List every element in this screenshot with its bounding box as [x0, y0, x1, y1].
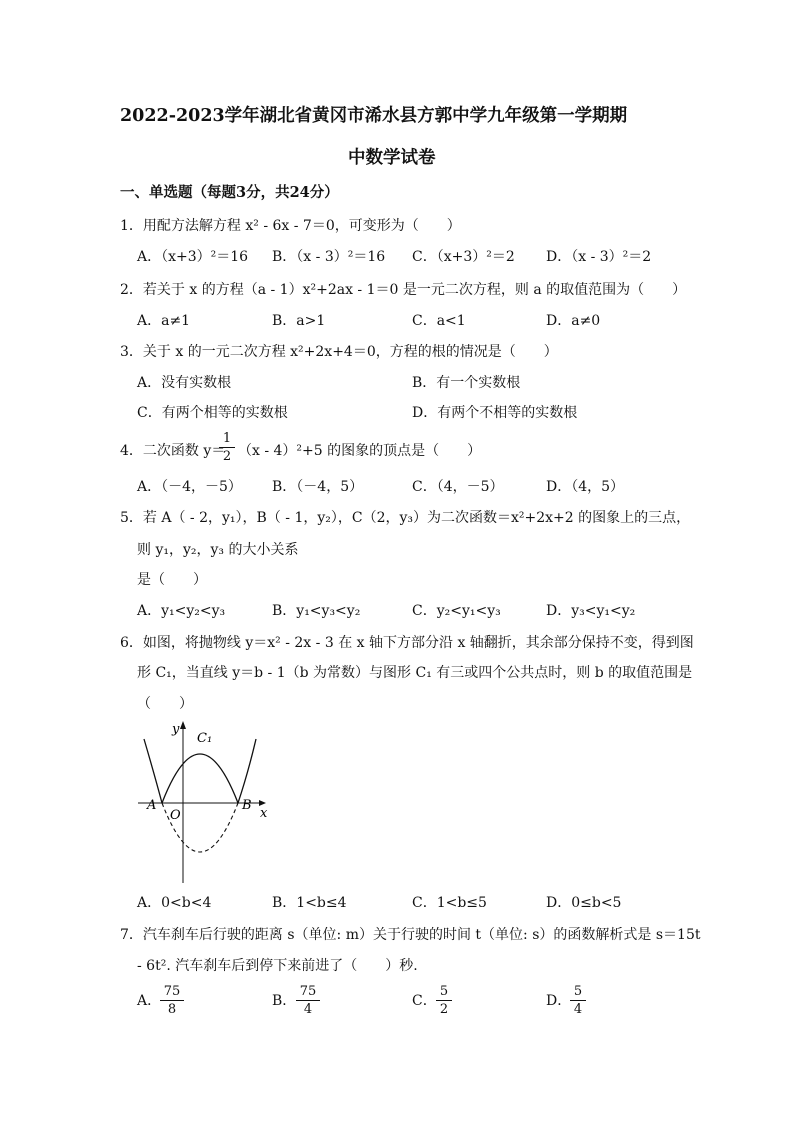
- q7-c-numerator: 5: [439, 984, 449, 999]
- q4-option-c: C．（4，－5）: [412, 479, 504, 495]
- q3-option-b: B．有一个实数根: [412, 375, 521, 391]
- q2-option-d: D．a≠0: [546, 313, 601, 329]
- question-5-line2: 则 y₁，y₂，y₃ 的大小关系: [137, 542, 299, 558]
- q4-option-d: D．（4，5）: [546, 479, 625, 495]
- q5-option-c: C．y₂<y₁<y₃: [412, 603, 501, 619]
- question-5-line1: 5．若 A（ - 2，y₁），B（ - 1，y₂），C（2，y₃）为二次函数＝x²+2x+2 的图象上的三点，: [120, 510, 691, 526]
- label-a: A: [147, 798, 157, 813]
- q6-option-d: D．0≤b<5: [546, 895, 622, 911]
- q7-b-numerator: 75: [299, 984, 317, 999]
- q7-b-denominator: 4: [303, 1002, 313, 1017]
- y-axis-arrow-icon: [180, 721, 186, 729]
- question-7-line1: 7．汽车刹车后行驶的距离 s（单位: m）关于行驶的时间 t（单位: s）的函数解析式是 s＝15t: [120, 927, 701, 943]
- q7-option-a-label: A．: [137, 993, 162, 1009]
- question-3-stem: 3．关于 x 的一元二次方程 x²+2x+4＝0，方程的根的情况是（ ）: [120, 344, 558, 360]
- question-6-line2: 形 C₁，当直线 y＝b - 1（b 为常数）与图形 C₁ 有三或四个公共点时，则 b 的取值范围是: [137, 665, 693, 681]
- section-heading: 一、单选题（每题3分，共24分）: [120, 184, 339, 201]
- question-6-line3: （ ）: [137, 696, 193, 712]
- q1-option-c: C．（x+3）²＝2: [412, 249, 515, 265]
- q7-a-denominator: 8: [167, 1002, 177, 1017]
- question-6-line1: 6．如图，将抛物线 y＝x² - 2x - 3 在 x 轴下方部分沿 x 轴翻折，其余部分保持不变，得到图: [120, 635, 694, 651]
- fraction-bar: [219, 447, 235, 448]
- page-title-line2: 中数学试卷: [348, 148, 436, 168]
- question-4-stem-pre: 4．二次函数 y＝: [120, 443, 226, 459]
- q2-option-c: C．a<1: [412, 313, 466, 329]
- q4-fraction-denominator: 2: [222, 449, 232, 464]
- q7-option-b-label: B．: [272, 993, 297, 1009]
- q4-fraction: [219, 432, 235, 463]
- question-2-stem: 2．若关于 x 的方程（a - 1）x²+2ax - 1＝0 是一元二次方程，则 a 的取值范围为（ ）: [120, 282, 687, 298]
- label-y: y: [172, 722, 180, 737]
- fraction-bar: [570, 1000, 586, 1001]
- q7-a-numerator: 75: [163, 984, 181, 999]
- parabola-flipped-arch: [162, 754, 238, 803]
- q7-option-b-fraction: [296, 985, 320, 1016]
- label-c1: C₁: [197, 731, 213, 746]
- fraction-bar: [296, 1000, 320, 1001]
- q6-option-a: A．0<b<4: [137, 895, 212, 911]
- q1-option-a: A．（x+3）²＝16: [137, 249, 249, 265]
- label-o: O: [170, 808, 181, 823]
- q4-option-a: A．（－4，－5）: [137, 479, 242, 495]
- q5-option-b: B．y₁<y₃<y₂: [272, 603, 361, 619]
- fraction-bar: [160, 1000, 184, 1001]
- q1-option-b: B．（x - 3）²＝16: [272, 249, 386, 265]
- q7-option-c-label: C．: [412, 993, 437, 1009]
- q7-d-numerator: 5: [573, 984, 583, 999]
- q2-option-a: A．a≠1: [137, 313, 191, 329]
- q7-option-a-fraction: [160, 985, 184, 1016]
- q7-option-d-label: D．: [546, 993, 572, 1009]
- q7-c-denominator: 2: [439, 1002, 449, 1017]
- q6-parabola-figure: [130, 715, 280, 887]
- q3-option-d: D．有两个不相等的实数根: [412, 405, 578, 421]
- q3-option-a: A．没有实数根: [137, 375, 232, 391]
- q2-option-b: B．a>1: [272, 313, 326, 329]
- q5-option-d: D．y₃<y₁<y₂: [546, 603, 636, 619]
- q5-option-a: A．y₁<y₂<y₃: [137, 603, 226, 619]
- label-x: x: [260, 806, 268, 821]
- q6-option-b: B．1<b≤4: [272, 895, 347, 911]
- parabola-right-branch: [238, 739, 256, 803]
- question-5-line3: 是（ ）: [137, 572, 207, 588]
- q4-option-b: B．（－4，5）: [272, 479, 364, 495]
- q7-option-c-fraction: [436, 985, 452, 1016]
- page-title-line1: 2022-2023学年湖北省黄冈市浠水县方郭中学九年级第一学期期: [120, 106, 628, 126]
- q1-option-d: D．（x - 3）²＝2: [546, 249, 652, 265]
- question-4-stem-post: （x - 4）²+5 的图象的顶点是（ ）: [238, 443, 482, 459]
- question-1-stem: 1．用配方法解方程 x² - 6x - 7＝0，可变形为（ ）: [120, 218, 461, 234]
- question-7-line2: - 6t². 汽车刹车后到停下来前进了（ ）秒.: [137, 958, 418, 974]
- q6-option-c: C．1<b≤5: [412, 895, 487, 911]
- label-b: B: [242, 798, 252, 813]
- q3-option-c: C．有两个相等的实数根: [137, 405, 288, 421]
- q7-d-denominator: 4: [573, 1002, 583, 1017]
- fraction-bar: [436, 1000, 452, 1001]
- q4-fraction-numerator: 1: [222, 431, 232, 446]
- parabola-left-branch: [144, 739, 162, 803]
- q7-option-d-fraction: [570, 985, 586, 1016]
